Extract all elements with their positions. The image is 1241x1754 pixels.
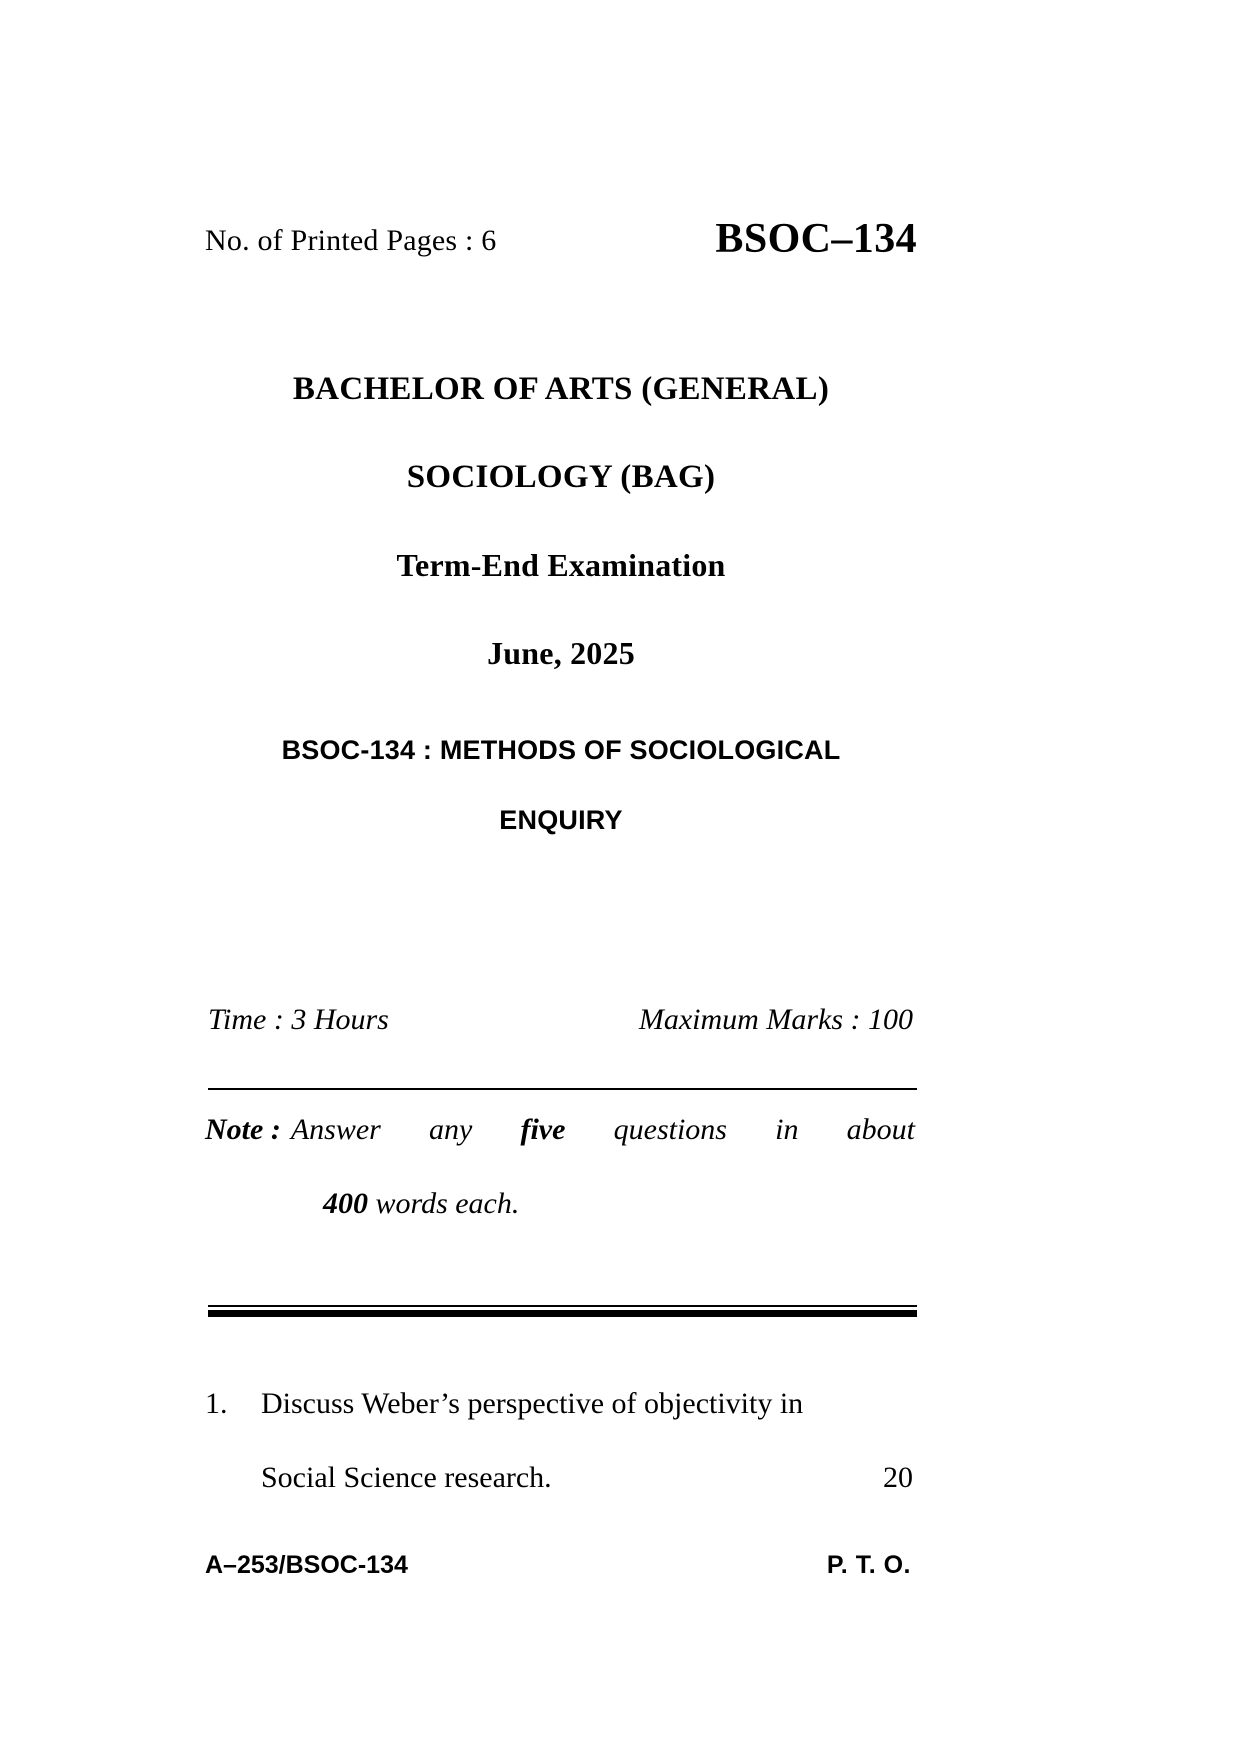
question-body — [261, 1382, 917, 1500]
question-number: 1. — [205, 1387, 228, 1420]
maximum-marks: Maximum Marks : 100 — [638, 1003, 913, 1036]
footer-pto-label: P. T. O. — [826, 1551, 911, 1579]
note-word-emphasis: five — [520, 1113, 566, 1146]
question-marks: 20 — [883, 1461, 913, 1494]
note-top-divider — [208, 1088, 917, 1090]
page-footer — [205, 1548, 917, 1588]
note-line-2-rest: words each. — [375, 1187, 520, 1220]
note-bottom-double-divider — [208, 1305, 917, 1317]
paper-title — [205, 715, 917, 855]
question-item — [205, 1382, 917, 1500]
note-word-0: Answer — [290, 1113, 381, 1146]
question-list — [205, 1382, 917, 1500]
note-word-1: any — [428, 1113, 473, 1146]
note-word-3: questions — [613, 1113, 727, 1146]
divider-thick-line — [208, 1310, 917, 1317]
note-line-2 — [205, 1182, 917, 1226]
exam-title-block — [205, 345, 917, 697]
note-word-4: in — [775, 1113, 799, 1146]
paper-title-line-2: ENQUIRY — [499, 805, 623, 835]
question-text-line-2: Social Science research. — [261, 1461, 552, 1494]
examination-type: Term-End Examination — [396, 547, 726, 583]
printed-pages-label: No. of Printed Pages : 6 — [205, 224, 497, 257]
note-line-1-words — [291, 1108, 917, 1152]
question-text-line-2-row — [261, 1456, 917, 1500]
paper-title-line-1: BSOC-134 : METHODS OF SOCIOLOGICAL — [281, 735, 841, 765]
note-word-count: 400 — [323, 1187, 368, 1220]
degree-title: BACHELOR OF ARTS (GENERAL) — [292, 371, 830, 407]
note-label: Note : — [205, 1113, 281, 1146]
footer-paper-code: A–253/BSOC-134 — [205, 1551, 408, 1579]
subject-title: SOCIOLOGY (BAG) — [406, 459, 716, 495]
exam-info-row — [205, 1000, 917, 1044]
note-line-1 — [205, 1108, 917, 1152]
course-code: BSOC–134 — [715, 216, 917, 262]
examination-session: June, 2025 — [487, 635, 635, 671]
note-block — [205, 1108, 917, 1226]
question-text-line-1: Discuss Weber’s perspective of objectivity in — [261, 1387, 804, 1420]
page-header — [205, 215, 917, 271]
note-word-5: about — [846, 1113, 915, 1146]
exam-duration: Time : 3 Hours — [208, 1003, 389, 1036]
